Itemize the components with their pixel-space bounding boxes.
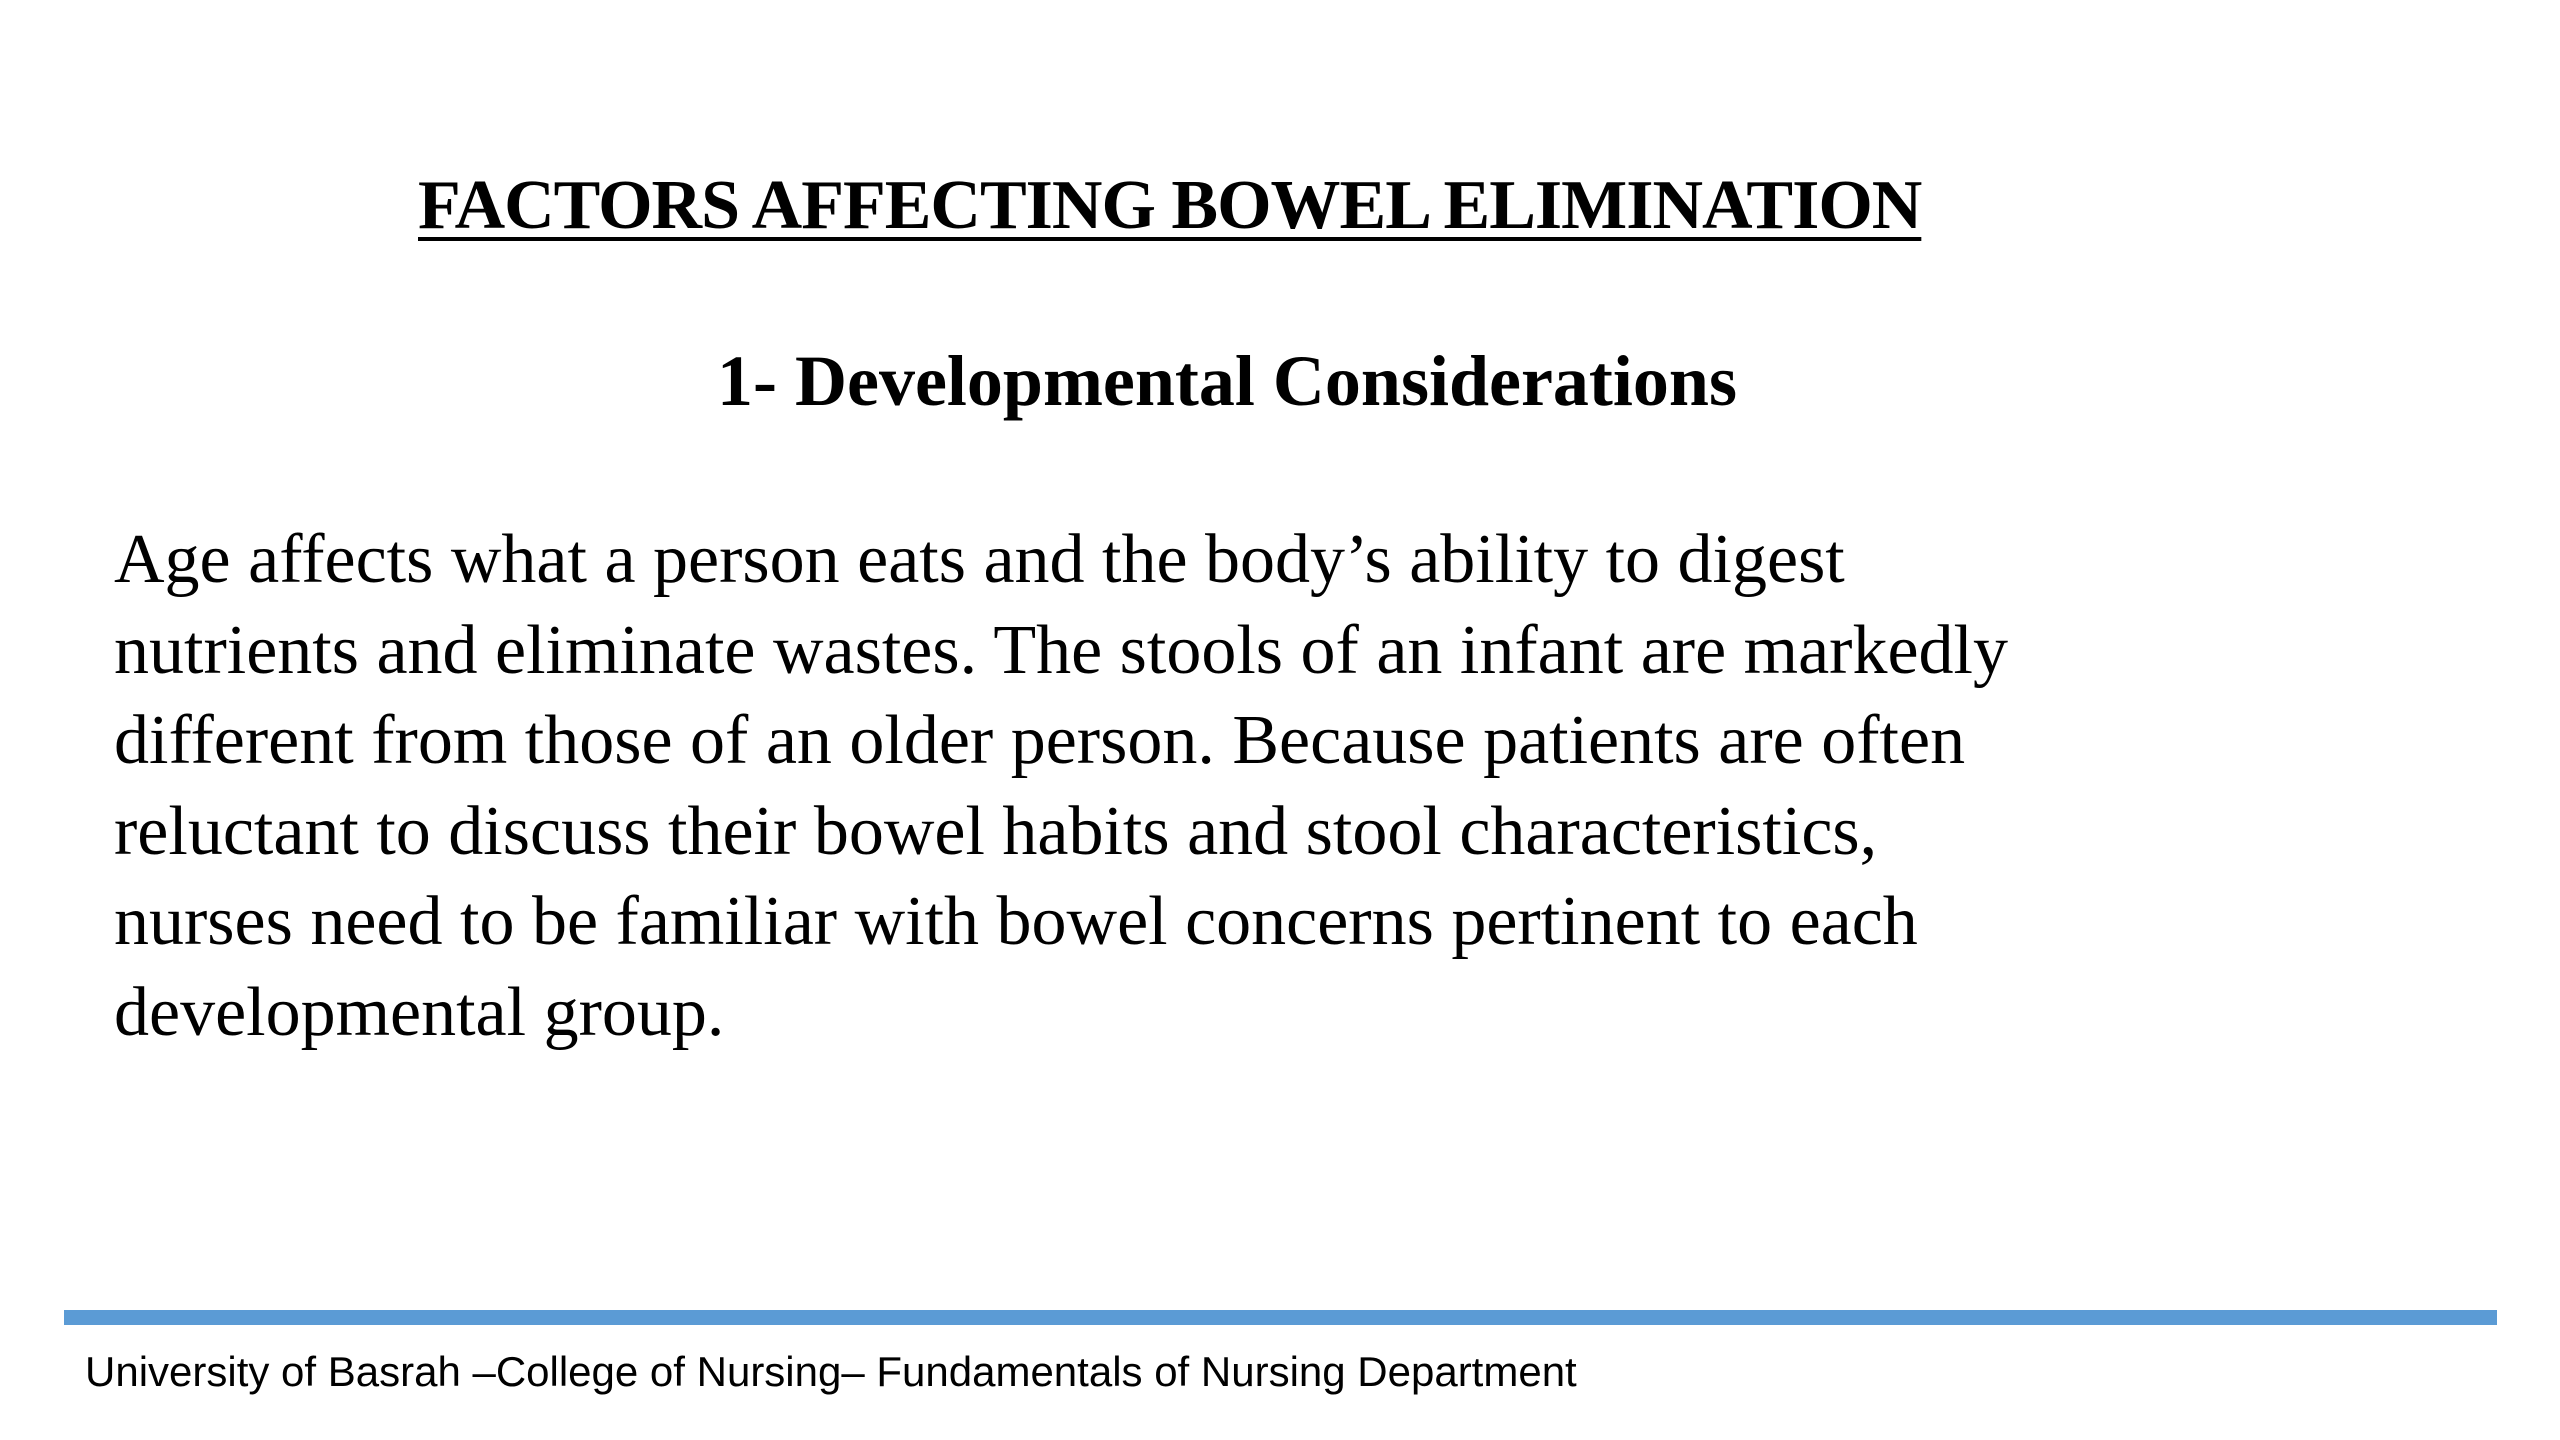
body-line: reluctant to discuss their bowel habits and stool characteristics, (114, 792, 1878, 870)
footer-text: University of Basrah –College of Nursing– Fundamentals of Nursing Department (85, 1348, 1577, 1395)
body-line: Age affects what a person eats and the body’s ability to digest (114, 521, 1845, 598)
body-paragraph (114, 515, 2494, 1058)
slide-title: FACTORS AFFECTING BOWEL ELIMINATION (418, 167, 1922, 244)
body-line: nutrients and eliminate wastes. The stools of an infant are markedly (114, 611, 2008, 689)
section-subheading: 1- Developmental Considerations (717, 341, 1737, 421)
footer-divider (64, 1310, 2497, 1325)
body-line: developmental group. (114, 973, 725, 1051)
body-line: nurses need to be familiar with bowel concerns pertinent to each (114, 883, 1918, 960)
body-line: different from those of an older person. Because patients are often (114, 702, 1966, 779)
